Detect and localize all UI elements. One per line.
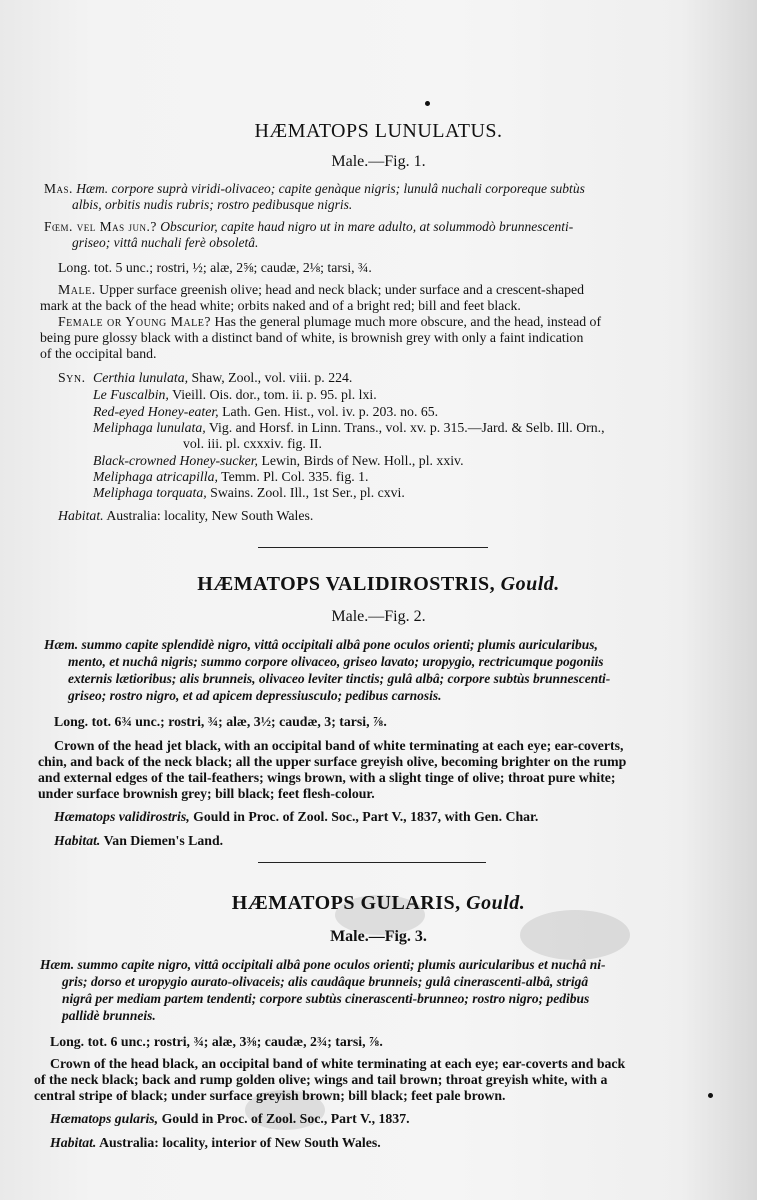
- author: Gould.: [500, 573, 560, 595]
- figure-caption: Male.—Fig. 3.: [330, 928, 427, 945]
- synonym-ref: Lewin, Birds of New. Holl., pl. xxiv.: [261, 453, 464, 468]
- latin-line: Hæm. summo capite splendidè nigro, vittâ occipitali albâ pone oculos orienti; plumis auricularibus,: [44, 637, 598, 652]
- mas-label: Mas.: [44, 181, 73, 196]
- synonym-entry: [93, 484, 405, 501]
- description-line: being pure glossy black with a distinct band of white, is brownish grey with only a faint indication: [40, 330, 584, 345]
- section-divider: [258, 862, 486, 863]
- latin-line: albis, orbitis nudis rubris; rostro pedibusque nigris.: [72, 197, 353, 212]
- latin-line: gris; dorso et uropygio aurato-olivaceis; alis caudâque brunneis; gulâ cinerascenti-albâ, strigâ: [62, 974, 589, 989]
- description-line: Crown of the head black, an occipital band of white terminating at each eye; ear-coverts and back: [50, 1056, 626, 1071]
- reference-name: Hæmatops gularis,: [50, 1111, 159, 1126]
- synonym-name: Meliphaga lunulata,: [93, 420, 206, 435]
- reference: [50, 1110, 410, 1127]
- section-divider: [258, 547, 488, 548]
- male-label: Male.: [58, 282, 96, 297]
- habitat-label: Habitat.: [58, 508, 104, 523]
- synonym-name: Red-eyed Honey-eater,: [93, 404, 219, 419]
- figure-caption: Male.—Fig. 1.: [331, 153, 426, 170]
- latin-line: griseo; vittâ nuchali ferè obsoletâ.: [72, 235, 259, 250]
- habitat-text: Australia: locality, New South Wales.: [106, 508, 314, 523]
- measurements: Long. tot. 6 unc.; rostri, ¾; alæ, 3⅜; caudæ, 2¾; tarsi, ⅞.: [50, 1034, 383, 1049]
- description-line: Upper surface greenish olive; head and neck black; under surface and a crescent-shaped: [99, 282, 585, 297]
- latin-line: mento, et nuchâ nigris; summo corpore olivaceo, griseo lavato; uropygio, rectricumque pogoniis: [68, 654, 604, 669]
- species-title: [0, 573, 757, 596]
- species-title: HÆMATOPS LUNULATUS.: [254, 120, 503, 142]
- foem-label: Fœm. vel Mas jun.?: [44, 219, 157, 234]
- female-description: [58, 313, 601, 330]
- synonym-name: Meliphaga torquata,: [93, 485, 207, 500]
- latin-line: pallidè brunneis.: [62, 1008, 156, 1023]
- synonym-name: Meliphaga atricapilla,: [93, 469, 218, 484]
- synonym-entry: [93, 403, 438, 420]
- synonym-ref: Swains. Zool. Ill., 1st Ser., pl. cxvi.: [210, 485, 405, 500]
- latin-line: Hæm. corpore suprà viridi-olivaceo; capite genàque nigris; lunulâ nuchali corporeque subtùs: [76, 181, 585, 196]
- synonym-entry: [93, 419, 605, 436]
- synonym-ref: Lath. Gen. Hist., vol. iv. p. 203. no. 65.: [222, 404, 439, 419]
- figure-caption: Male.—Fig. 2.: [331, 608, 426, 625]
- species-name: HÆMATOPS VALIDIROSTRIS,: [197, 573, 496, 595]
- description-line: of the neck black; back and rump golden olive; wings and tail brown; throat greyish white, with a: [34, 1072, 608, 1087]
- description-line: mark at the back of the head white; orbits naked and of a bright red; bill and feet black.: [40, 298, 521, 313]
- synonym-entry: [93, 468, 369, 485]
- synonym-entry: [93, 386, 377, 403]
- habitat-text: Australia: locality, interior of New South Wales.: [99, 1135, 381, 1150]
- synonym-name: Black-crowned Honey-sucker,: [93, 453, 258, 468]
- latin-line: nigrâ per mediam partem tendenti; corpore subtùs cinerascenti-brunneo; rostro nigro; pedibus: [62, 991, 590, 1006]
- author: Gould.: [466, 892, 526, 914]
- synonym-ref: Vig. and Horsf. in Linn. Trans., vol. xv. p. 315.—Jard. & Selb. Ill. Orn.,: [208, 420, 605, 435]
- description-line: chin, and back of the neck black; all the upper surface greyish olive, becoming brighter on the rump: [38, 754, 627, 769]
- synonym-name: Certhia lunulata,: [93, 370, 189, 385]
- male-description: [58, 281, 584, 298]
- habitat-label: Habitat.: [54, 833, 101, 848]
- description-line: Has the general plumage much more obscure, and the head, instead of: [214, 314, 602, 329]
- synonym-ref: Shaw, Zool., vol. viii. p. 224.: [191, 370, 353, 385]
- measurements: Long. tot. 6¾ unc.; rostri, ¾; alæ, 3½; caudæ, 3; tarsi, ⅞.: [54, 714, 387, 729]
- synonym-name: Le Fuscalbin,: [93, 387, 169, 402]
- synonym-ref: Temm. Pl. Col. 335. fig. 1.: [221, 469, 369, 484]
- synonym-entry: [93, 369, 352, 386]
- description-line: under surface brownish grey; bill black; feet flesh-colour.: [38, 786, 375, 801]
- synonym-ref: Vieill. Ois. dor., tom. ii. p. 95. pl. lxi.: [172, 387, 377, 402]
- reference-text: Gould in Proc. of Zool. Soc., Part V., 1837.: [161, 1111, 410, 1126]
- habitat: [50, 1134, 381, 1151]
- habitat: [58, 507, 313, 524]
- latin-line: Hæm. summo capite nigro, vittâ occipitali albâ pone oculos orienti; plumis auricularibus et nuchâ ni-: [40, 957, 606, 972]
- reference-text: Gould in Proc. of Zool. Soc., Part V., 1837, with Gen. Char.: [193, 809, 539, 824]
- reference-name: Hæmatops validirostris,: [54, 809, 190, 824]
- measurements: Long. tot. 5 unc.; rostri, ½; alæ, 2⅝; caudæ, 2⅛; tarsi, ¾.: [58, 260, 372, 275]
- description-line: central stripe of black; under surface greyish brown; bill black; feet pale brown.: [34, 1088, 506, 1103]
- female-label: Female or Young Male?: [58, 314, 212, 329]
- habitat-label: Habitat.: [50, 1135, 97, 1150]
- species-name: HÆMATOPS GULARIS,: [231, 892, 461, 914]
- latin-line: Obscurior, capite haud nigro ut in mare adulto, at solummodò brunnescenti-: [160, 219, 574, 234]
- synonym-entry: [93, 452, 464, 469]
- habitat-text: Van Diemen's Land.: [103, 833, 224, 848]
- reference: [54, 808, 538, 825]
- synonym-ref: vol. iii. pl. cxxxiv. fig. II.: [183, 436, 322, 451]
- ink-dot: [708, 1093, 713, 1098]
- ink-dot: [425, 101, 430, 106]
- habitat: [54, 832, 223, 849]
- synonymy-label: Syn.: [58, 370, 86, 385]
- latin-line: griseo; rostro nigro, et ad apicem depressiusculo; pedibus carnosis.: [68, 688, 442, 703]
- species-title: [0, 892, 757, 915]
- description-line: of the occipital band.: [40, 346, 157, 361]
- description-line: Crown of the head jet black, with an occipital band of white terminating at each eye; ear-coverts,: [54, 738, 624, 753]
- latin-line: externis lætioribus; alis brunneis, olivaceo leviter tinctis; gulâ albâ; corpore subtùs brunnescenti-: [68, 671, 611, 686]
- latin-description: [44, 219, 573, 235]
- description-line: and external edges of the tail-feathers; wings brown, with a slight tinge of olive; throat pure white;: [38, 770, 616, 785]
- latin-description: [44, 181, 585, 197]
